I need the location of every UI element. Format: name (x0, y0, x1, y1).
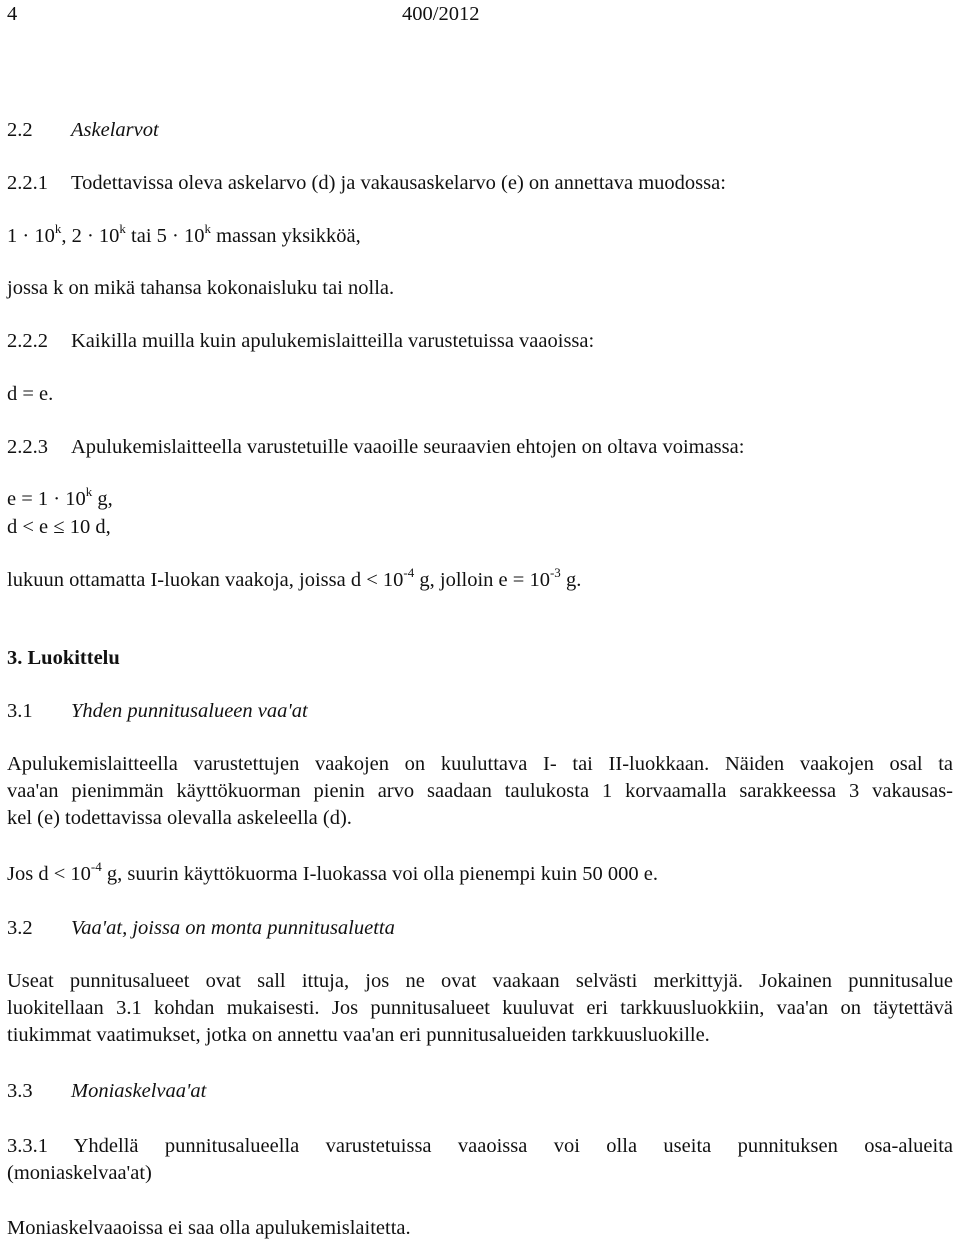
formula-step-values (7, 221, 361, 248)
exponent: k (119, 221, 126, 236)
paragraph-text: Apulukemislaitteella varustetuille vaaoille seuraavien ehtojen on oltava voimassa: (71, 436, 745, 458)
paragraph-line: Apulukemislaitteella varustettujen vaakojen on kuuluttava I- tai II-luokkaan. Näiden vaakojen osal ta (7, 753, 953, 775)
exponent: k (204, 221, 211, 236)
section-number: 3.3 (7, 1080, 33, 1102)
paragraph-text: Yhdellä punnitusalueella varustetuissa vaaoissa voi olla useita punnituksen osa-alueita (73, 1135, 953, 1157)
paragraph-line: kel (e) todettavissa olevalla askeleella (d). (7, 807, 352, 829)
exponent: -4 (90, 859, 102, 874)
exponent: k (54, 221, 62, 236)
less-equal-symbol: ≤ (53, 516, 65, 538)
section-title: Askelarvot (71, 119, 159, 141)
paragraph-text (7, 859, 659, 886)
text-part: g. (560, 569, 582, 591)
document-number: 400/2012 (402, 3, 480, 25)
paragraph-text: jossa k on mikä tahansa kokonaisluku tai nolla. (7, 277, 395, 299)
section-number: 3.3.1 (7, 1135, 48, 1157)
section-3-2-heading (7, 916, 395, 940)
paragraph-line: luokitellaan 3.1 kohdan mukaisesti. Jos punnitusalueet kuuluvat eri tarkkuusluokkiin, vaa'an on täytettävä (7, 997, 953, 1019)
paragraph-text: Kaikilla muilla kuin apulukemislaitteilla varustetuissa vaaoissa: (71, 330, 595, 352)
exponent: k (85, 484, 93, 499)
paragraph-text: Todettavissa oleva askelarvo (d) ja vakausaskelarvo (e) on annettava muodossa: (71, 172, 726, 194)
paragraph-2-2-2 (7, 329, 594, 353)
section-number: 3.1 (7, 700, 33, 722)
section-2-2-heading (7, 118, 159, 142)
paragraph-2-2-3 (7, 435, 744, 459)
paragraph-line: tiukimmat vaatimukset, jotka on annettu vaa'an eri punnitusalueiden tarkkuusluokille. (7, 1024, 710, 1046)
exponent: -3 (549, 565, 561, 580)
exception-text (7, 565, 582, 592)
section-title: Yhden punnitusalueen vaa'at (71, 700, 308, 722)
paragraph-line: (moniaskelvaa'at) (7, 1162, 152, 1184)
section-number: 2.2 (7, 119, 33, 141)
paragraph-3-3-1 (7, 1134, 953, 1158)
formula-part: , 2 · 10 (61, 225, 120, 247)
exponent: -4 (403, 565, 415, 580)
paragraph-line: Useat punnitusalueet ovat sall ittuja, jos ne ovat vaakaan selvästi merkittyjä. Jokainen punnitusalue (7, 970, 953, 992)
formula-part: tai 5 · 10 (125, 225, 205, 247)
section-number: 2.2.3 (7, 436, 48, 458)
paragraph-line: vaa'an pienimmän käyttökuorman pienin arvo saadaan taulukosta 1 korvaamalla sarakkeessa 3 vakausas- (7, 780, 953, 802)
section-title: Vaa'at, joissa on monta punnitusaluetta (71, 917, 395, 939)
formula (7, 484, 113, 511)
page-number: 4 (7, 3, 18, 25)
formula (7, 515, 111, 539)
section-number: 2.2.2 (7, 330, 48, 352)
formula-part: massan yksikköä, (210, 225, 361, 247)
formula: d = e. (7, 383, 54, 405)
section-title: Moniaskelvaa'at (71, 1080, 207, 1102)
formula-part: d < e (7, 516, 54, 538)
text-part: g, jolloin e = 10 (414, 569, 550, 591)
section-3-1-heading (7, 699, 308, 723)
paragraph-2-2-1 (7, 171, 726, 195)
formula-part: e = 1 · 10 (7, 488, 86, 510)
section-number: 2.2.1 (7, 172, 48, 194)
text-part: g, suurin käyttökuorma I-luokassa voi olla pienempi kuin 50 000 e. (101, 863, 659, 885)
paragraph-line: Moniaskelvaaoissa ei saa olla apulukemislaitetta. (7, 1217, 411, 1239)
text-part: lukuun ottamatta I-luokan vaakoja, joissa d < 10 (7, 569, 404, 591)
formula-part: g, (92, 488, 113, 510)
chapter-heading: 3. Luokittelu (7, 647, 120, 669)
section-number: 3.2 (7, 917, 33, 939)
text-part: Jos d < 10 (7, 863, 91, 885)
formula-part: 10 d, (64, 516, 111, 538)
formula-part: 1 · 10 (7, 225, 55, 247)
section-3-3-heading (7, 1079, 206, 1103)
